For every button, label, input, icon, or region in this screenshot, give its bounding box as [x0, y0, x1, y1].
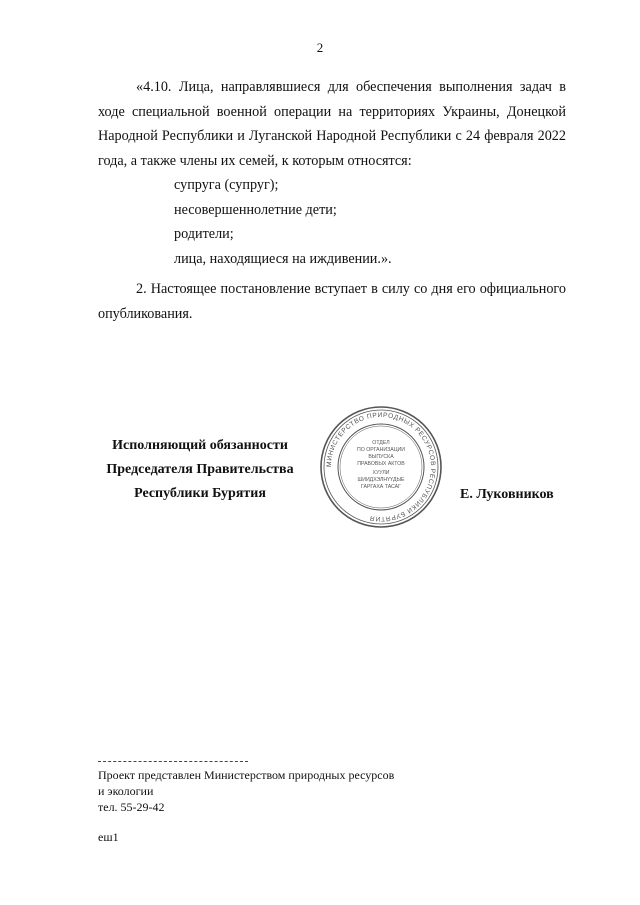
stamp-line: ОТДЕЛ [372, 440, 390, 446]
signer-title-line: Исполняющий обязанности [112, 438, 288, 453]
stamp-line: ПРАВОВЫХ АКТОВ [357, 461, 405, 467]
footnote-line: тел. 55-29-42 [98, 800, 165, 814]
footnote-divider [98, 761, 248, 762]
clause-2: 2. Настоящее постановление вступает в силу со дня его официального опубликования. [98, 281, 566, 322]
amendment-intro: «4.10. Лица, направлявшиеся для обеспечения выполнения задач в ходе специальной военной операции на территориях Украины, Донецкой Народной Республики и Луганской Народной Республики с 24 февраля 2022 года, а также члены их семей, к которым относятся: [98, 79, 566, 169]
list-item: родители; [174, 226, 234, 242]
stamp-outer-text: МИНИСТЕРСТВО ПРИРОДНЫХ РЕСУРСОВ РЕСПУБЛИКИ БУРЯТИЯ [325, 411, 437, 523]
clause-2-block [98, 277, 566, 326]
list-item: супруга (супруг); [174, 177, 279, 193]
footnote [98, 767, 458, 815]
svg-text:МИНИСТЕРСТВО ПРИРОДНЫХ РЕСУРСО [326, 412, 436, 522]
signer-title-line: Председателя Правительства [106, 462, 294, 477]
official-stamp-seal [318, 404, 444, 530]
document-code: еш1 [98, 830, 119, 844]
footnote-line: и экологии [98, 784, 154, 798]
list-item: лица, находящиеся на иждивении.». [174, 250, 392, 267]
stamp-line: ПО ОРГАНИЗАЦИИ [357, 447, 405, 453]
stamp-line: ВЫПУСКА [368, 454, 394, 460]
amendment-block [98, 75, 566, 271]
stamp-line: ГАРГАХА ТАСАГ [361, 484, 401, 490]
signer-name: Е. Луковников [460, 487, 554, 502]
signer-title [90, 434, 310, 506]
page-number: 2 [316, 40, 324, 55]
signer-title-line: Республики Бурятия [134, 486, 266, 501]
footnote-line: Проект представлен Министерством природных ресурсов [98, 768, 395, 782]
stamp-line: ХУУЛИ [372, 470, 390, 476]
stamp-line: ШИИДХЭЛНҮҮДЫЕ [357, 477, 405, 483]
list-item: несовершеннолетние дети; [174, 201, 337, 218]
